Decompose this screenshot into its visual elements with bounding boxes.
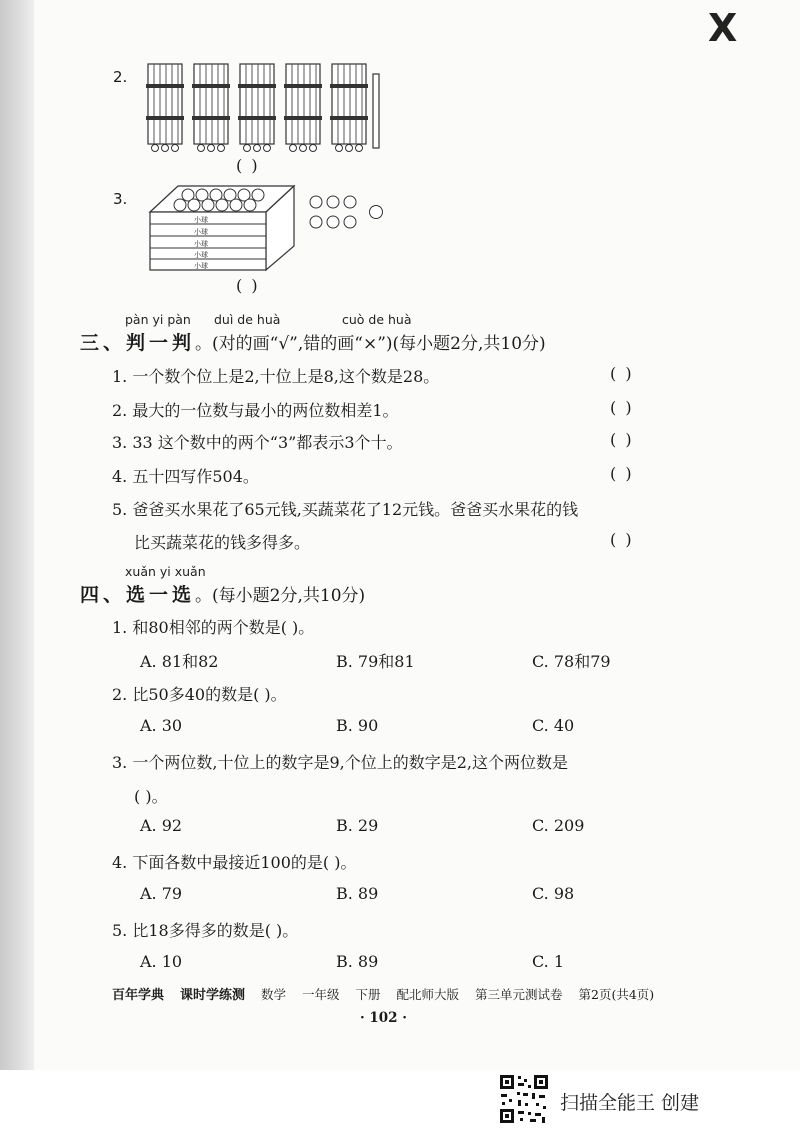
choice-q5-option-b[interactable]: B. 89 xyxy=(336,952,379,971)
choice-q4-option-a[interactable]: A. 79 xyxy=(140,884,183,903)
judge-item-1: 1. 一个数个位上是2,十位上是8,这个数是28。 xyxy=(112,367,440,386)
choice-q4: 4. 下面各数中最接近100的是( )。 xyxy=(112,853,357,872)
q2-answer-paren[interactable]: ( ) xyxy=(236,156,260,175)
s3-pinyin-1: pàn yi pàn xyxy=(125,312,191,327)
box-label-4: 小球 xyxy=(194,251,208,259)
section3-heading xyxy=(80,328,546,355)
judge-paren-4[interactable]: ( ) xyxy=(610,464,634,483)
stick-bundle-1 xyxy=(146,64,184,152)
choice-q3-option-c[interactable]: C. 209 xyxy=(532,816,585,835)
judge-item-3: 3. 33 这个数中的两个“3”都表示3个十。 xyxy=(112,433,403,452)
qr-code-icon xyxy=(498,1073,550,1125)
choice-q4-option-c[interactable]: C. 98 xyxy=(532,884,575,903)
choice-q1-option-c[interactable]: C. 78和79 xyxy=(532,652,611,671)
stick-bundle-5 xyxy=(330,64,368,152)
section4-heading xyxy=(80,580,365,607)
box-label-3: 小球 xyxy=(194,240,208,248)
choice-q5-option-c[interactable]: C. 1 xyxy=(532,952,565,971)
choice-q3-cont: ( )。 xyxy=(134,787,168,806)
section4-number: 四、 xyxy=(80,584,127,606)
judge-item-2: 2. 最大的一位数与最小的两位数相差1。 xyxy=(112,401,399,420)
choice-q2: 2. 比50多40的数是( )。 xyxy=(112,685,287,704)
choice-q2-option-b[interactable]: B. 90 xyxy=(336,716,379,735)
judge-paren-1[interactable]: ( ) xyxy=(610,364,634,383)
judge-item-5: 5. 爸爸买水果花了65元钱,买蔬菜花了12元钱。爸爸买水果花的钱 xyxy=(112,500,579,519)
s4-pinyin: xuǎn yi xuǎn xyxy=(125,564,206,579)
choice-q2-option-a[interactable]: A. 30 xyxy=(140,716,183,735)
q3-number: 3. xyxy=(113,190,128,208)
box-label-1: 小球 xyxy=(194,216,208,224)
footer-edition: 配北师大版 xyxy=(396,987,460,1002)
single-stick xyxy=(373,74,379,148)
choice-q1: 1. 和80相邻的两个数是( )。 xyxy=(112,618,315,637)
stick-bundle-2 xyxy=(192,64,230,152)
choice-q1-option-a[interactable]: A. 81和82 xyxy=(140,652,219,671)
close-x-icon[interactable]: X xyxy=(708,6,738,50)
choice-q3-option-b[interactable]: B. 29 xyxy=(336,816,379,835)
box-label-5: 小球 xyxy=(194,262,208,270)
section3-number: 三、 xyxy=(80,332,127,354)
judge-paren-5[interactable]: ( ) xyxy=(610,530,634,549)
s3-pinyin-3: cuò de huà xyxy=(342,312,412,327)
section3-instructions: 。(对的画“√”,错的画“×”)(每小题2分,共10分) xyxy=(195,334,546,354)
judge-paren-2[interactable]: ( ) xyxy=(610,398,634,417)
ball-box-illustration xyxy=(148,182,398,274)
section4-title: 选一选 xyxy=(126,584,196,606)
choice-q1-option-b[interactable]: B. 79和81 xyxy=(336,652,415,671)
footer-brand: 百年学典 xyxy=(112,988,165,1003)
s3-pinyin-2: duì de huà xyxy=(214,312,281,327)
footer-page: 第2页(共4页) xyxy=(578,987,655,1002)
judge-item-5-cont: 比买蔬菜花的钱多得多。 xyxy=(134,533,311,552)
footer-subject: 数学 xyxy=(261,987,287,1002)
section3-title: 判一判 xyxy=(126,332,196,354)
box-label-2: 小球 xyxy=(194,228,208,236)
choice-q5: 5. 比18多得多的数是( )。 xyxy=(112,921,299,940)
choice-q2-option-c[interactable]: C. 40 xyxy=(532,716,575,735)
footer-test: 第三单元测试卷 xyxy=(475,987,563,1002)
stick-bundle-3 xyxy=(238,64,276,152)
choice-q3: 3. 一个两位数,十位上的数字是9,个位上的数字是2,这个两位数是 xyxy=(112,753,568,772)
page-number: · 102 · xyxy=(360,1010,407,1026)
stick-bundle-4 xyxy=(284,64,322,152)
choice-q5-option-a[interactable]: A. 10 xyxy=(140,952,183,971)
stick-bundles-illustration xyxy=(140,60,400,158)
scanner-watermark: 扫描全能王 创建 xyxy=(560,1092,700,1114)
page-binding-shadow xyxy=(0,0,34,1070)
q2-number: 2. xyxy=(113,68,128,86)
page-footer xyxy=(112,984,666,1003)
q3-answer-paren[interactable]: ( ) xyxy=(236,276,260,295)
loose-balls xyxy=(310,196,383,228)
footer-volume: 下册 xyxy=(355,987,381,1002)
judge-item-4: 4. 五十四写作504。 xyxy=(112,467,259,486)
judge-paren-3[interactable]: ( ) xyxy=(610,430,634,449)
footer-grade: 一年级 xyxy=(302,987,340,1002)
footer-series: 课时学练测 xyxy=(180,988,246,1003)
choice-q4-option-b[interactable]: B. 89 xyxy=(336,884,379,903)
section4-instructions: 。(每小题2分,共10分) xyxy=(195,586,366,606)
choice-q3-option-a[interactable]: A. 92 xyxy=(140,816,183,835)
